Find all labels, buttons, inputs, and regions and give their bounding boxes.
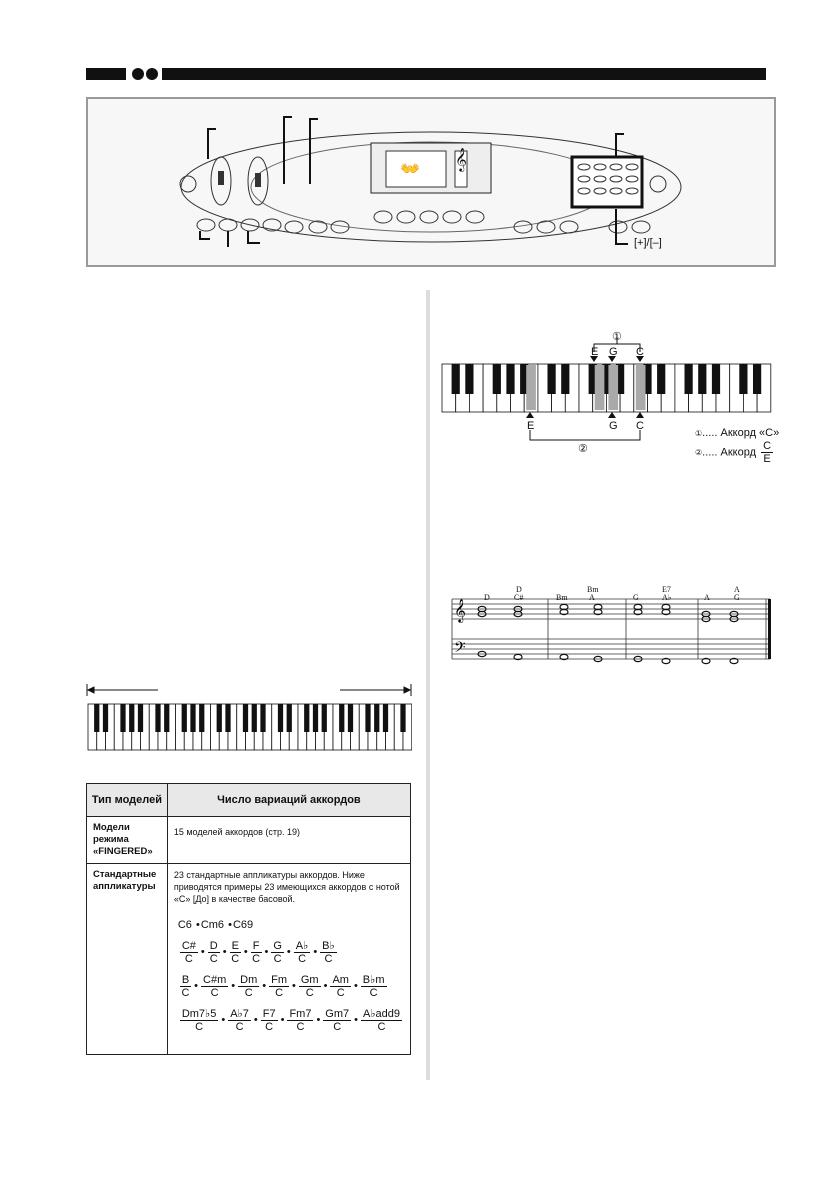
chord-separator: •: [264, 946, 269, 959]
chord-separator: •: [231, 980, 236, 993]
black-key: [493, 364, 501, 394]
chord-fraction: $\frac{B♭m}{C}$: [362, 974, 385, 1000]
chord-marker-1: ①: [612, 331, 622, 343]
black-key: [287, 704, 292, 732]
score-chord-7: A: [704, 593, 710, 602]
black-key: [217, 704, 222, 732]
score-chord-2-num: D: [516, 585, 522, 594]
chord-separator: •: [222, 946, 227, 959]
legend-1-marker: ①: [695, 429, 703, 438]
chord-separator: •: [286, 946, 291, 959]
legend-1-text: ..... Аккорд «C»: [702, 427, 780, 439]
black-key: [120, 704, 125, 732]
highlighted-key: [636, 365, 646, 410]
legend-2-marker: ②: [695, 448, 703, 457]
chord-separator: •: [316, 1014, 321, 1027]
score-chord-3: Bm: [556, 593, 568, 602]
black-key: [506, 364, 514, 394]
chord-fraction: $\frac{Gm7}{C}$: [325, 1007, 350, 1033]
chord-fraction: $\frac{D}{C}$: [209, 939, 218, 965]
highlighted-key: [608, 365, 618, 410]
black-key: [383, 704, 388, 732]
black-key: [103, 704, 108, 732]
highlighted-key: [526, 365, 536, 410]
svg-text:𝄢: 𝄢: [454, 639, 466, 660]
legend-2-text: ..... Аккорд: [702, 446, 756, 459]
black-key: [684, 364, 692, 394]
chord-fraction: $\frac{B♭}{C}$: [322, 940, 335, 966]
keyboard-panel-illustration: [86, 97, 776, 267]
chord-separator: •: [313, 946, 318, 959]
chord-fraction: $\frac{\text{A♭add9}}{C}$: [363, 1008, 400, 1034]
score-chord-6-den: A♭: [662, 593, 672, 602]
chord-fraction: $\frac{Fm}{C}$: [271, 973, 287, 999]
black-key: [374, 704, 379, 732]
chord-fraction: $\frac{B}{C}$: [181, 973, 190, 999]
score-chord-1: D: [484, 593, 490, 602]
bottom-note-c: C: [636, 420, 644, 432]
chord-variations-table: [86, 783, 411, 1055]
bass-marker-2: ②: [578, 443, 588, 455]
highlighted-key: [595, 365, 605, 410]
bottom-note-e: E: [527, 420, 535, 432]
black-key: [182, 704, 187, 732]
chord-fraction: $\frac{Fm7}{C}$: [289, 1007, 312, 1033]
score-chord-4-num: Bm: [587, 585, 599, 594]
black-key: [657, 364, 665, 394]
fraction-chords-row-3: [178, 1007, 404, 1033]
chord-fraction: $\frac{C\#m}{C}$: [203, 973, 227, 999]
chord-legend-1: [695, 427, 779, 439]
plusminus-label: [+]/[–]: [634, 237, 662, 249]
full-keyboard-illustration: [86, 682, 412, 752]
chord-separator: •: [353, 980, 358, 993]
chord-cm6: Cm6: [200, 919, 225, 931]
chord-separator: •: [280, 1014, 285, 1027]
black-key: [243, 704, 248, 732]
chord-c6: C6: [177, 919, 192, 931]
chord-fraction: $\frac{Dm7♭5}{C}$: [181, 1008, 217, 1034]
simple-chords-row: C6 •Cm6 •C69: [177, 919, 254, 932]
chord-fraction: $\frac{C\#}{C}$: [181, 939, 196, 965]
black-key: [452, 364, 460, 394]
chord-fraction: $\frac{Am}{C}$: [332, 973, 349, 999]
chord-separator: •: [253, 1014, 258, 1027]
chord-separator: •: [194, 980, 199, 993]
chord-fraction: $\frac{F7}{C}$: [262, 1007, 276, 1033]
black-key: [252, 704, 257, 732]
black-key: [365, 704, 370, 732]
legend-2-fraction: $\frac{C}{E}$: [763, 440, 772, 465]
col-header-variations: Число вариаций аккордов: [167, 784, 410, 817]
section-header-bar: [86, 68, 766, 80]
row2-cell: [167, 864, 410, 1055]
black-key: [225, 704, 230, 732]
black-key: [278, 704, 283, 732]
black-key: [199, 704, 204, 732]
black-key: [138, 704, 143, 732]
black-key: [260, 704, 265, 732]
chord-separator: •: [323, 980, 328, 993]
chord-separator: •: [243, 946, 248, 959]
black-key: [753, 364, 761, 394]
black-key: [190, 704, 195, 732]
chord-separator: •: [354, 1014, 358, 1027]
fraction-chords-row-1: [178, 939, 404, 965]
score-chord-4-den: A: [589, 593, 595, 602]
black-key: [94, 704, 99, 732]
black-key: [155, 704, 160, 732]
score-chord-5: G: [633, 593, 639, 602]
row2-head: Стандартные аппликатуры: [87, 864, 168, 1055]
chord-fraction: $\frac{A♭7}{C}$: [230, 1008, 249, 1034]
score-chord-6-num: E7: [662, 585, 671, 594]
score-chord-8-num: A: [734, 585, 740, 594]
black-key: [313, 704, 318, 732]
top-note-e: E: [591, 346, 599, 358]
top-note-c: C: [636, 346, 644, 358]
chord-c69: C69: [232, 919, 254, 931]
row2-text: 23 стандартные аппликатуры аккордов. Ниже приводятся примеры 23 имеющихся аккордов с нотой «С» [До] в качестве басовой.: [173, 870, 400, 904]
black-key: [322, 704, 327, 732]
row1-head: Модели режима «FINGERED»: [87, 817, 168, 864]
chord-fraction: $\frac{G}{C}$: [273, 939, 282, 965]
black-key: [739, 364, 747, 394]
bottom-note-g: G: [609, 420, 618, 432]
chord-legend-2: [695, 440, 775, 465]
score-chord-8-den: G: [734, 593, 740, 602]
chord-fraction: $\frac{F}{C}$: [252, 939, 261, 965]
black-key: [465, 364, 473, 394]
score-chord-2-den: C#: [514, 593, 524, 602]
black-key: [547, 364, 555, 394]
score-chord-symbols: [440, 585, 776, 605]
fraction-chords-row-2: [178, 973, 404, 999]
chord-fraction: $\frac{Dm}{C}$: [240, 973, 258, 999]
chord-separator: •: [262, 980, 267, 993]
black-key: [698, 364, 706, 394]
svg-text:𝄞: 𝄞: [454, 598, 466, 622]
chord-separator: •: [221, 1014, 226, 1027]
top-note-g: G: [609, 346, 618, 358]
black-key: [339, 704, 344, 732]
black-key: [129, 704, 134, 732]
column-divider: [426, 290, 430, 1080]
black-key: [164, 704, 169, 732]
black-key: [400, 704, 405, 732]
black-key: [304, 704, 309, 732]
col-header-model-type: Тип моделей: [87, 784, 168, 817]
chord-separator: •: [200, 946, 205, 959]
lcd-clef-icon: 𝄞: [455, 149, 467, 171]
chord-separator: •: [291, 980, 296, 993]
black-key: [712, 364, 720, 394]
chord-fraction: $\frac{E}{C}$: [231, 939, 240, 965]
black-key: [561, 364, 569, 394]
chord-fraction: $\frac{Gm}{C}$: [300, 973, 319, 999]
chord-fraction: $\frac{A♭}{C}$: [295, 940, 309, 966]
lcd-hands-icon: 👐: [400, 161, 420, 178]
row1-text: 15 моделей аккордов (стр. 19): [167, 817, 410, 864]
black-key: [348, 704, 353, 732]
